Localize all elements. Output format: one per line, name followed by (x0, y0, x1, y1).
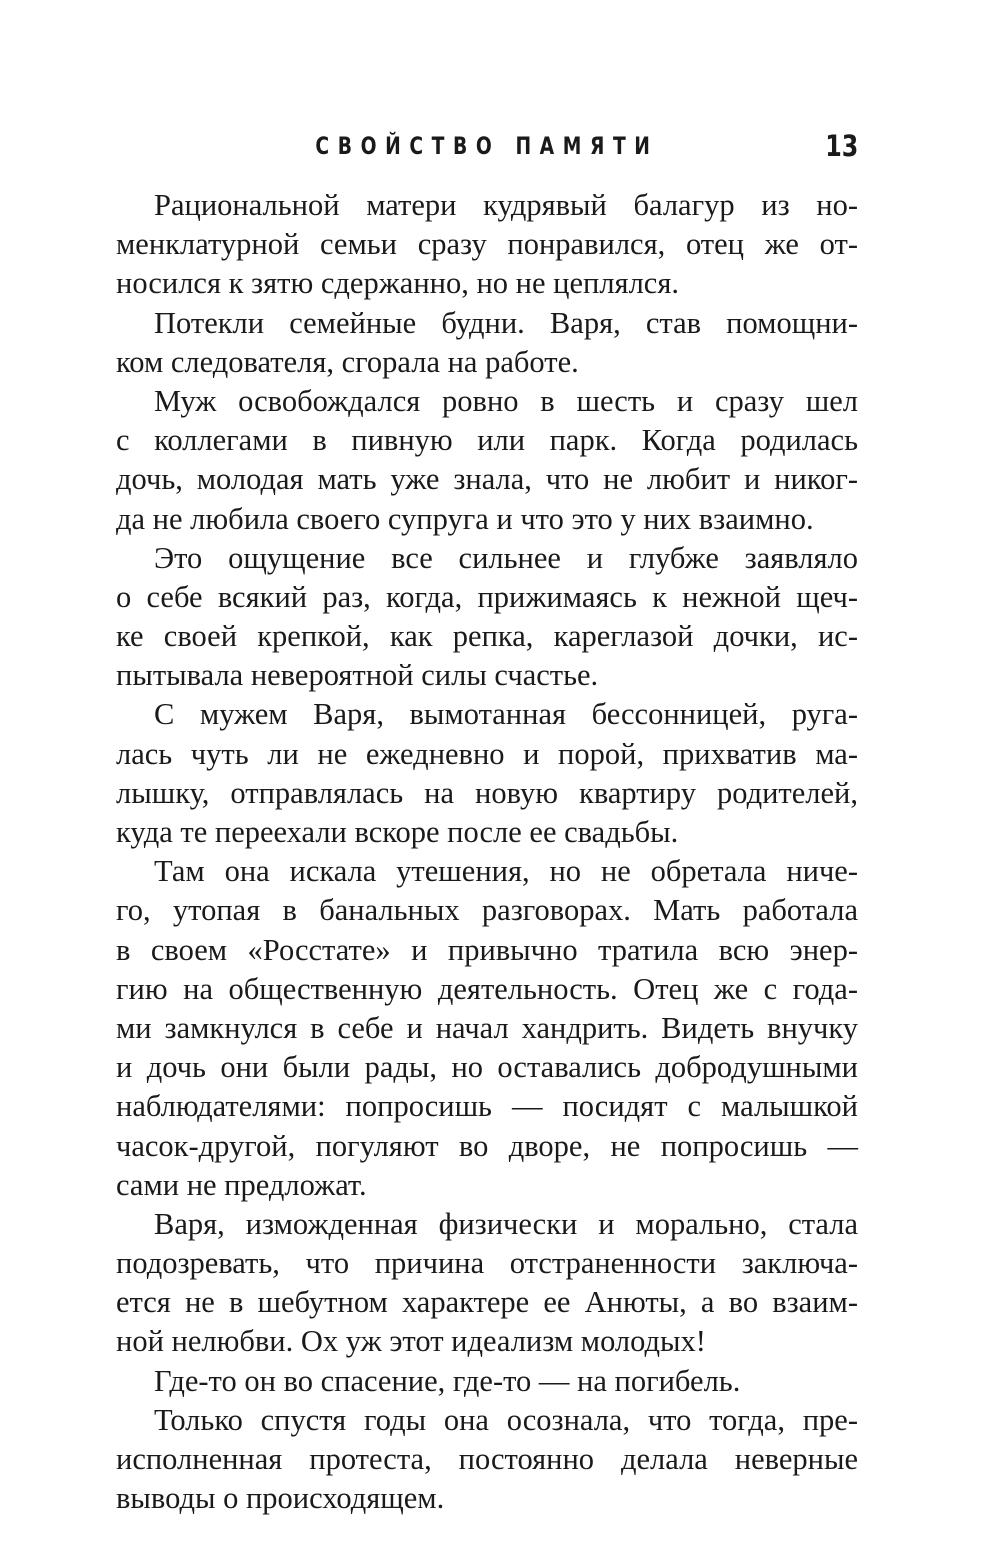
text-line: выводы о происходящем. (116, 1481, 445, 1516)
paragraph (116, 539, 858, 696)
running-title: СВОЙСТВО ПАМЯТИ (315, 132, 659, 160)
text-line: да не любила своего супруга и что это у них взаимно. (116, 501, 814, 536)
text-line: менклатурной семьи сразу понравился, отец же от- (116, 227, 858, 262)
text-line: пытывала невероятной силы счастье. (116, 658, 599, 693)
text-line: подозревать, что причина отстраненности заключа- (116, 1246, 858, 1281)
text-line: и дочь они были рады, но оставались добродушными (116, 1050, 858, 1085)
text-line: Рациональной матери кудрявый балагур из но- (154, 188, 858, 222)
running-head (116, 128, 858, 168)
paragraph (116, 186, 858, 304)
text-line: куда те переехали вскоре после ее свадьбы. (116, 815, 679, 849)
text-line: Муж освобождался ровно в шесть и сразу шел (154, 383, 858, 418)
paragraph (116, 1401, 858, 1519)
paragraph (116, 695, 858, 852)
paragraph (116, 852, 858, 1205)
text-line: ется не в шебутном характере ее Анюты, а во взаим- (116, 1285, 858, 1320)
text-line: С мужем Варя, вымотанная бессонницей, руга- (154, 697, 858, 732)
page-number: 13 (824, 129, 858, 163)
text-line: гию на общественную деятельность. Отец же с года- (116, 971, 858, 1006)
paragraph (116, 1205, 858, 1362)
paragraph (116, 382, 858, 539)
text-line: ми замкнулся в себе и начал хандрить. Видеть внучку (116, 1010, 858, 1045)
paragraph (116, 304, 858, 382)
text-line: в своем «Росстате» и привычно тратила всю энер- (116, 932, 858, 967)
text-line: Там она искала утешения, но не обретала ниче- (154, 854, 858, 889)
text-line: го, утопая в банальных разговорах. Мать работала (116, 893, 858, 928)
text-line: Потекли семейные будни. Варя, став помощни- (154, 305, 858, 340)
paragraph (116, 1362, 858, 1401)
text-line: сами не предложат. (116, 1167, 367, 1202)
text-line: лась чуть ли не ежедневно и порой, прихватив ма- (116, 736, 858, 771)
text-line: носился к зятю сдержанно, но не цеплялся. (116, 266, 679, 301)
text-line: Это ощущение все сильнее и глубже заявляло (154, 540, 858, 575)
text-line: наблюдателями: попросишь — посидят с малышкой (116, 1089, 858, 1124)
text-line: о себе всякий раз, когда, прижимаясь к нежной щеч- (116, 579, 858, 614)
text-line: ке своей крепкой, как репка, кареглазой дочки, ис- (116, 619, 858, 654)
text-line: часок-другой, погуляют во дворе, не попросишь — (116, 1128, 858, 1163)
text-line: дочь, молодая мать уже знала, что не любит и никог- (116, 462, 858, 497)
text-line: исполненная протеста, постоянно делала неверные (116, 1442, 858, 1476)
body-text (116, 186, 858, 1518)
text-line: ком следователя, сгорала на работе. (116, 344, 579, 379)
text-line: ной нелюбви. Ох уж этот идеализм молодых! (116, 1324, 706, 1359)
text-line: лышку, отправлялась на новую квартиру родителей, (116, 775, 858, 810)
text-line: с коллегами в пивную или парк. Когда родилась (116, 423, 858, 458)
text-line: Где-то он во спасение, где-то — на погибель. (154, 1363, 741, 1398)
text-line: Варя, изможденная физически и морально, стала (154, 1206, 858, 1241)
text-line: Только спустя годы она осознала, что тогда, пре- (154, 1402, 858, 1437)
